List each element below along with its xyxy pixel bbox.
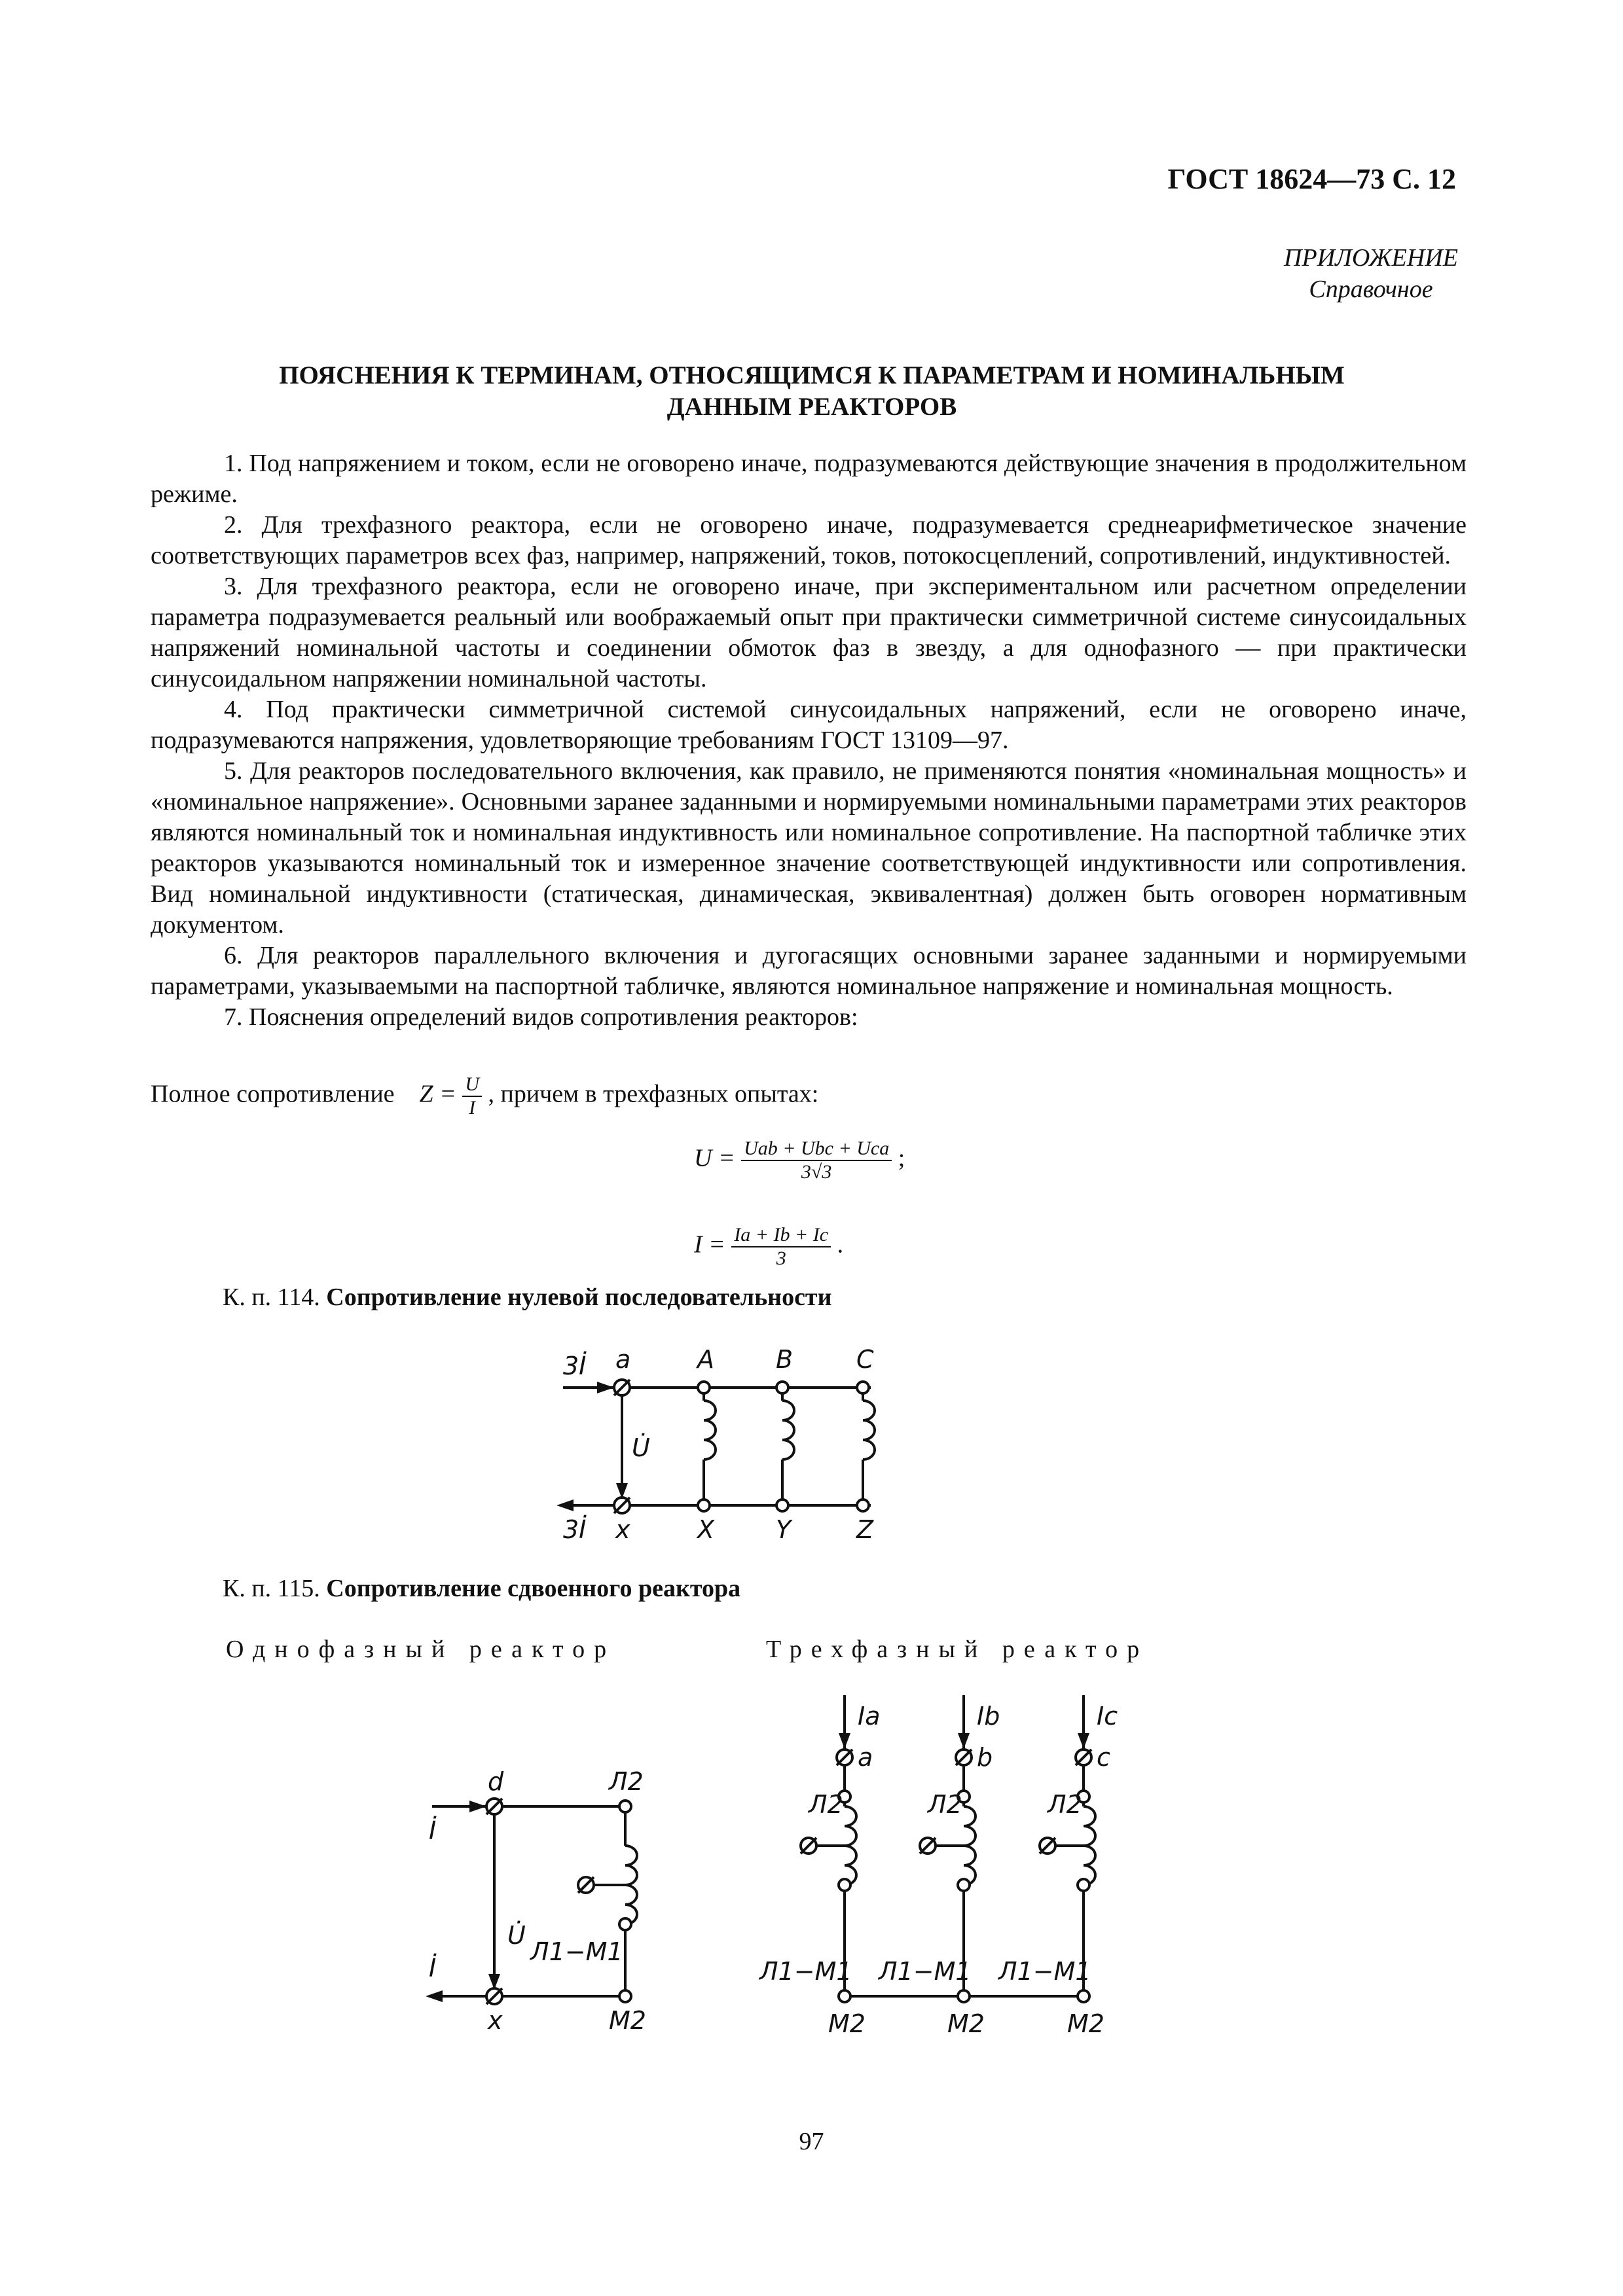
terminal-label: x — [615, 1515, 630, 1544]
formula-prefix: Полное сопротивление — [151, 1080, 395, 1108]
paragraph: 2. Для трехфазного реактора, если не оговорено иначе, подразумевается среднеарифметическое значение соответствующих параметров всех фаз, например, напряжений, токов, потокосцеплений, сопротивлений, индуктивностей. — [151, 511, 1467, 569]
section-115-heading — [223, 1574, 740, 1603]
coil-label: Л2 — [609, 1767, 644, 1796]
coil-label: Л2 — [809, 1790, 843, 1819]
single-phase-diagram — [419, 1754, 668, 2042]
node — [698, 1382, 710, 1393]
formula-impedance — [151, 1073, 818, 1119]
section-ref: К. п. 115. — [223, 1575, 320, 1602]
terminal-label: d — [488, 1767, 504, 1796]
node — [839, 1990, 850, 2002]
node — [958, 1879, 970, 1891]
appendix-title: ПРИЛОЖЕНИЕ — [1284, 244, 1458, 272]
terminal-label: c — [1097, 1743, 1110, 1772]
fraction-numerator: Uab + Ubc + Uca — [741, 1138, 892, 1161]
paragraph: 4. Под практически симметричной системой синусоидальных напряжений, если не оговорено иначе, подразумеваются напряжения, удовлетворяющие требованиям ГОСТ 13109—97. — [151, 696, 1467, 754]
title-line-2: ДАННЫМ РЕАКТОРОВ — [666, 393, 957, 421]
voltage-arrow — [616, 1483, 628, 1499]
current-arrow — [1078, 1733, 1089, 1749]
page-header: ГОСТ 18624—73 С. 12 — [1167, 163, 1456, 195]
node — [776, 1382, 788, 1393]
voltage-arrow — [488, 1974, 500, 1990]
appendix-kind: Справочное — [1309, 276, 1433, 303]
coil-label: Л1−М1 — [759, 1957, 852, 1986]
formula-lhs: U = — [694, 1144, 735, 1172]
coil-label: Л1−М1 — [879, 1957, 972, 1986]
node — [958, 1990, 970, 2002]
terminal-label: x — [488, 2006, 503, 2035]
terminal-label: X — [697, 1515, 715, 1544]
formula-lhs: I = — [694, 1230, 725, 1259]
node — [776, 1499, 788, 1511]
terminal-label: B — [776, 1345, 793, 1374]
appendix-label — [1284, 242, 1458, 305]
coil-a — [704, 1388, 716, 1505]
paragraph: 3. Для трехфазного реактора, если не оговорено иначе, при экспериментальном или расчетном определении параметра подразумевается реальный или воображаемый опыт при практически симметричной системе синусоидальных напряжений номинальной частоты и соединении обмоток фаз в звезду, а для однофазного — при практически синусоидальном напряжении номинальной частоты. — [151, 573, 1467, 692]
current-label: Ib — [977, 1702, 1000, 1731]
coil-label: М2 — [828, 2009, 866, 2038]
section-114-heading — [223, 1283, 832, 1312]
node — [857, 1382, 869, 1393]
fraction-denominator: 3√3 — [801, 1161, 832, 1183]
fraction — [731, 1224, 831, 1270]
coil — [625, 1846, 637, 1924]
arrow-out — [426, 1990, 443, 2002]
terminal-label: Y — [776, 1515, 792, 1544]
terminal-label: A — [697, 1345, 714, 1374]
current-in-label: 3İ — [563, 1352, 587, 1380]
current-out-label: İ — [429, 1954, 437, 1982]
terminal-label: a — [858, 1743, 873, 1772]
three-phase-diagram — [753, 1689, 1159, 2042]
fraction-numerator: Ia + Ib + Ic — [731, 1224, 831, 1247]
formula-lhs: Z = — [419, 1080, 456, 1108]
paragraph: 7. Пояснения определений видов сопротивления реакторов: — [224, 1003, 858, 1031]
node — [839, 1879, 850, 1891]
fraction-denominator: I — [469, 1097, 476, 1119]
formula-current — [694, 1224, 843, 1270]
node — [619, 1918, 631, 1930]
arrow-in — [469, 1801, 486, 1812]
paragraph: 6. Для реакторов параллельного включения и дугогасящих основными заранее заданными и нормируемыми параметрами, указываемыми на паспортной табличке, являются номинальное напряжение и номинальная мощность. — [151, 942, 1467, 1000]
formula-suffix: , причем в трехфазных опытах: — [488, 1080, 819, 1108]
current-label: Ic — [1097, 1702, 1118, 1731]
node — [857, 1499, 869, 1511]
current-arrow — [839, 1733, 850, 1749]
coil-label: М2 — [609, 2006, 646, 2035]
current-arrow — [958, 1733, 970, 1749]
coil-label: М2 — [947, 2009, 985, 2038]
formula-end: . — [837, 1230, 844, 1259]
section-ref: К. п. 114. — [223, 1283, 320, 1311]
title-line-1: ПОЯСНЕНИЯ К ТЕРМИНАМ, ОТНОСЯЩИМСЯ К ПАРАМЕТРАМ И НОМИНАЛЬНЫМ — [279, 361, 1345, 389]
formula-voltage — [694, 1138, 905, 1183]
current-in-label: İ — [429, 1816, 437, 1845]
terminal-label: Z — [856, 1515, 874, 1544]
voltage-label: U̇ — [507, 1921, 526, 1950]
terminal-label: a — [615, 1345, 631, 1374]
page-number: 97 — [799, 2128, 824, 2155]
single-phase-caption: Однофазный реактор — [226, 1636, 616, 1663]
coil-label: Л1−М1 — [530, 1937, 623, 1966]
node — [698, 1499, 710, 1511]
formula-end: ; — [898, 1144, 905, 1172]
three-phase-caption: Трехфазный реактор — [766, 1636, 1149, 1663]
coil-label: Л2 — [928, 1790, 962, 1819]
arrow-in — [597, 1382, 614, 1393]
fraction-numerator: U — [462, 1073, 482, 1097]
terminal-label: C — [856, 1345, 874, 1374]
fraction — [462, 1073, 482, 1119]
coil-b — [782, 1388, 794, 1505]
document-title — [151, 360, 1473, 423]
current-out-label: 3İ — [563, 1515, 587, 1544]
section-title: Сопротивление нулевой последовательности — [326, 1283, 832, 1311]
coil-label: М2 — [1067, 2009, 1104, 2038]
section-title: Сопротивление сдвоенного реактора — [326, 1575, 741, 1602]
arrow-out — [556, 1499, 574, 1511]
coil-label: Л2 — [1048, 1790, 1082, 1819]
current-label: Ia — [858, 1702, 881, 1731]
coil-label: Л1−М1 — [998, 1957, 1091, 1986]
body-text — [151, 448, 1467, 1033]
node — [619, 1990, 631, 2002]
coil-c — [863, 1388, 875, 1505]
node — [1078, 1879, 1089, 1891]
node — [1078, 1990, 1089, 2002]
terminal-label: b — [977, 1743, 993, 1772]
paragraph: 1. Под напряжением и током, если не оговорено иначе, подразумеваются действующие значения в продолжительном режиме. — [151, 450, 1467, 508]
paragraph: 5. Для реакторов последовательного включения, как правило, не применяются понятия «номинальная мощность» и «номинальное напряжение». Основными заранее заданными и нормируемыми номинальными параметрами этих реакторов являются номинальный ток и номинальная индуктивность или номинальное сопротивление. На паспортной табличке этих реакторов указываются номинальный ток и измеренное значение соответствующей индуктивности или сопротивления. Вид номинальной индуктивности (статическая, динамическая, эквивалентная) должен быть оговорен нормативным документом. — [151, 757, 1467, 939]
fraction-denominator: 3 — [776, 1247, 786, 1269]
zero-sequence-diagram — [550, 1335, 890, 1558]
voltage-label: U̇ — [632, 1433, 650, 1462]
node — [619, 1801, 631, 1812]
fraction — [741, 1138, 892, 1183]
